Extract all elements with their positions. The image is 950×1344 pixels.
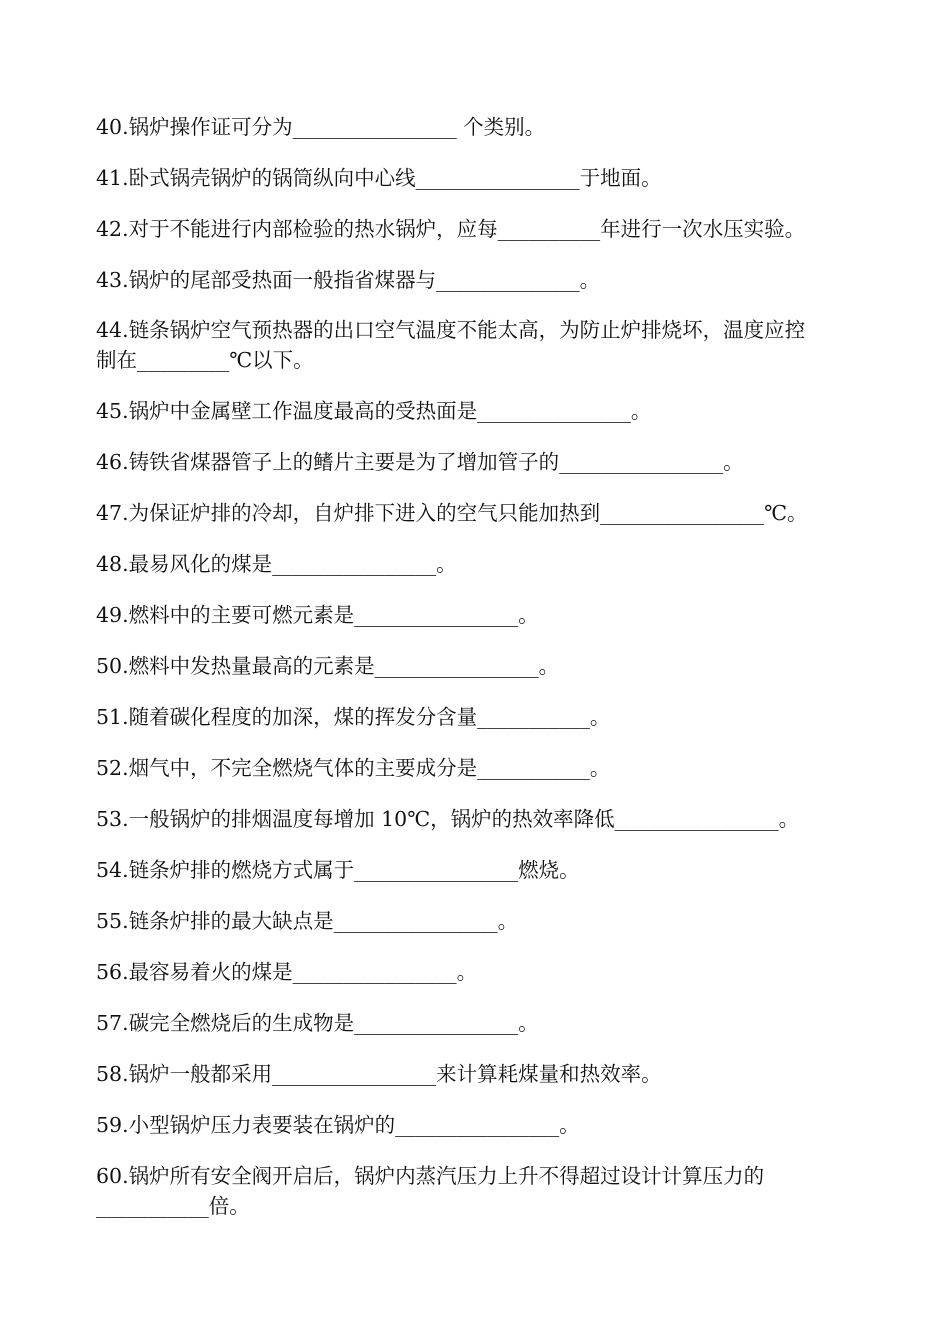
question-60-line-1: 60.锅炉所有安全阀开启后，锅炉内蒸汽压力上升不得超过设计计算压力的 [96, 1164, 765, 1188]
question-45: 45.锅炉中金属壁工作温度最高的受热面是_______________。 [96, 399, 652, 423]
question-44-line-1: 44.链条锅炉空气预热器的出口空气温度不能太高，为防止炉排烧坏，温度应控 [96, 318, 806, 342]
question-57: 57.碳完全燃烧后的生成物是________________。 [96, 1011, 539, 1035]
question-44-line-2: 制在_________℃以下。 [96, 348, 314, 372]
question-40: 40.锅炉操作证可分为________________ 个类别。 [96, 115, 546, 139]
question-60-line-2: ___________倍。 [96, 1194, 250, 1218]
question-56: 56.最容易着火的煤是________________。 [96, 960, 478, 984]
question-52: 52.烟气中，不完全燃烧气体的主要成分是___________。 [96, 756, 611, 780]
question-59: 59.小型锅炉压力表要装在锅炉的________________。 [96, 1113, 580, 1137]
question-41: 41.卧式锅壳锅炉的锅筒纵向中心线________________于地面。 [96, 166, 662, 190]
question-42: 42.对于不能进行内部检验的热水锅炉，应每__________年进行一次水压实验。 [96, 217, 806, 241]
question-60 [96, 1161, 876, 1221]
question-44 [96, 315, 876, 375]
question-55: 55.链条炉排的最大缺点是________________。 [96, 909, 519, 933]
question-53: 53.一般锅炉的排烟温度每增加 10℃，锅炉的热效率降低________________。 [96, 807, 800, 831]
question-58: 58.锅炉一般都采用________________来计算耗煤量和热效率。 [96, 1062, 662, 1086]
question-49: 49.燃料中的主要可燃元素是________________。 [96, 603, 539, 627]
question-51: 51.随着碳化程度的加深，煤的挥发分含量___________。 [96, 705, 611, 729]
question-47: 47.为保证炉排的冷却，自炉排下进入的空气只能加热到________________℃。 [96, 501, 808, 525]
question-43: 43.锅炉的尾部受热面一般指省煤器与______________。 [96, 268, 601, 292]
question-54: 54.链条炉排的燃烧方式属于________________燃烧。 [96, 858, 580, 882]
question-50: 50.燃料中发热量最高的元素是________________。 [96, 654, 560, 678]
question-46: 46.铸铁省煤器管子上的鳍片主要是为了增加管子的________________。 [96, 450, 744, 474]
question-48: 48.最易风化的煤是________________。 [96, 552, 457, 576]
